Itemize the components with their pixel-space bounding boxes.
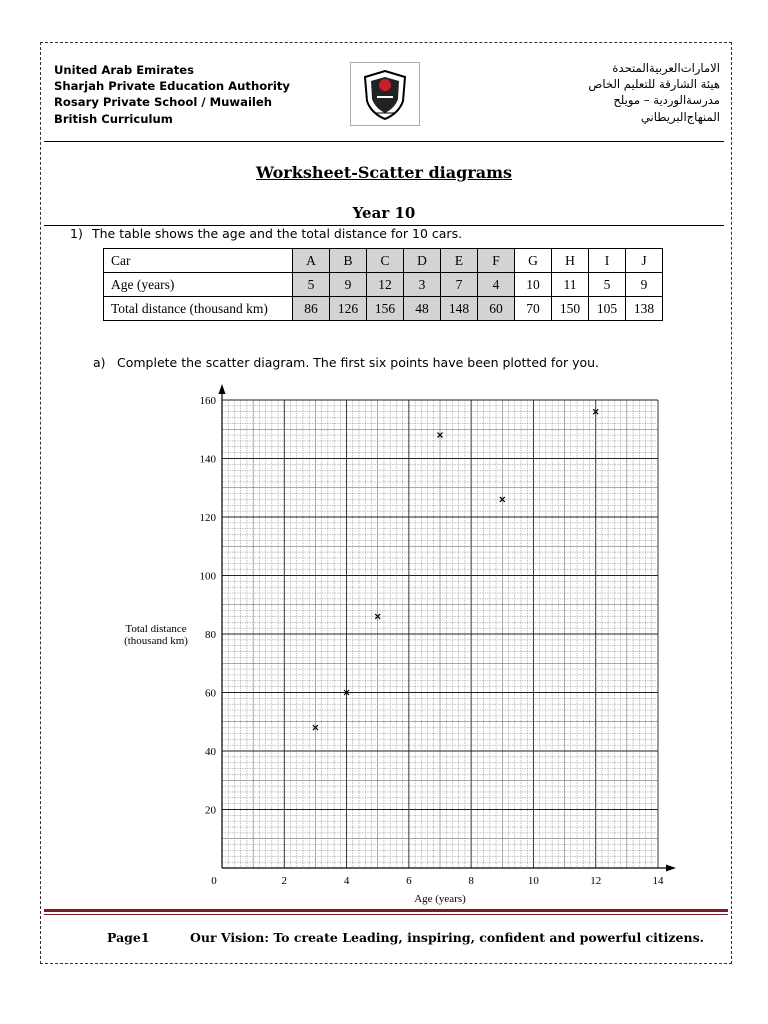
x-tick-label: 2 [281,875,288,887]
x-axis-label: Age (years) [414,893,466,905]
page-number: Page1 [107,930,150,945]
header-right-line-3: مدرسة‌الوردية – مويلح [613,93,720,108]
y-tick-label: 120 [199,512,216,524]
x-tick-label: 4 [343,875,350,887]
question-1-text: The table shows the age and the total distance for 10 cars. [92,226,463,241]
table-cell: 148 [441,297,478,321]
header-right-line-1: الامارات‌العربية‌المتحدة [612,61,720,75]
x-tick-label: 14 [652,875,664,887]
table-cell: 126 [330,297,367,321]
table-cell: F [478,249,515,273]
header-left-line-3: Rosary Private School / Muwaileh [54,95,273,110]
chart-axes [219,384,677,872]
chart-grid [222,400,658,868]
y-tick-label: 40 [205,746,216,758]
x-tick-label: 12 [590,875,602,887]
table-cell: I [589,249,626,273]
header-left-line-2: Sharjah Private Education Authority [54,79,290,94]
table-cell: 5 [589,273,626,297]
part-a-number: a) [93,355,106,370]
table-cell: H [552,249,589,273]
y-tick-label: 140 [199,453,216,466]
table-cell: 86 [293,297,330,321]
table-cell: A [293,249,330,273]
page-title: Worksheet-Scatter diagrams [255,163,513,182]
header-right-line-2: هيئة الشارقة للتعليم الخاص [588,77,720,92]
vision-statement: Our Vision: To create Leading, inspiring, confident and powerful citizens. [190,930,704,945]
row-label: Age (years) [104,273,293,297]
table-cell: D [404,249,441,273]
table-cell: 10 [515,273,552,297]
footer-bar [44,909,728,912]
table-cell: 9 [626,273,663,297]
y-tick-label: 100 [199,570,216,583]
header-right-line-4: المنهاج‌البريطاني [640,109,720,124]
table-cell: 156 [367,297,404,321]
table-cell: E [441,249,478,273]
year-heading: Year 10 [352,204,416,222]
header-left-line-1: United Arab Emirates [54,63,195,77]
table-cell: 7 [441,273,478,297]
table-cell: 48 [404,297,441,321]
y-axis-arrow [219,384,226,394]
x-axis-arrow [666,865,676,872]
x-tick-label: 6 [406,875,412,887]
table-cell: 150 [552,297,589,321]
y-tick-label: 20 [205,804,216,817]
table-cell: 5 [293,273,330,297]
part-a-text: Complete the scatter diagram. The first six points have been plotted for you. [117,355,600,370]
table-cell: 60 [478,297,515,321]
table-cell: 11 [552,273,589,297]
x-tick-label: 8 [468,875,474,887]
table-cell: G [515,249,552,273]
footer-bar-thin [44,914,728,915]
x-tick-label: 10 [527,875,539,887]
table-cell: 105 [589,297,626,321]
y-tick-label: 160 [199,395,216,407]
table-cell: 3 [404,273,441,297]
table-cell: 12 [367,273,404,297]
y-tick-label: 80 [205,629,216,641]
y-axis-label-line-1: Total distance [125,623,187,635]
question-1-number: 1) [70,226,83,241]
table-cell: 138 [626,297,663,321]
table-cell: 9 [330,273,367,297]
x-tick-label: 0 [211,875,217,887]
table-cell: C [367,249,404,273]
table-cell: J [626,249,663,273]
y-axis-label-line-2: (thousand km) [124,635,188,647]
table-cell: 70 [515,297,552,321]
table-cell: 4 [478,273,515,297]
y-tick-label: 60 [205,687,216,700]
row-label: Car [104,249,293,273]
chart-tick-labels [200,395,665,887]
table-cell: B [330,249,367,273]
header-left-line-4: British Curriculum [54,111,173,126]
row-label: Total distance (thousand km) [104,297,293,321]
